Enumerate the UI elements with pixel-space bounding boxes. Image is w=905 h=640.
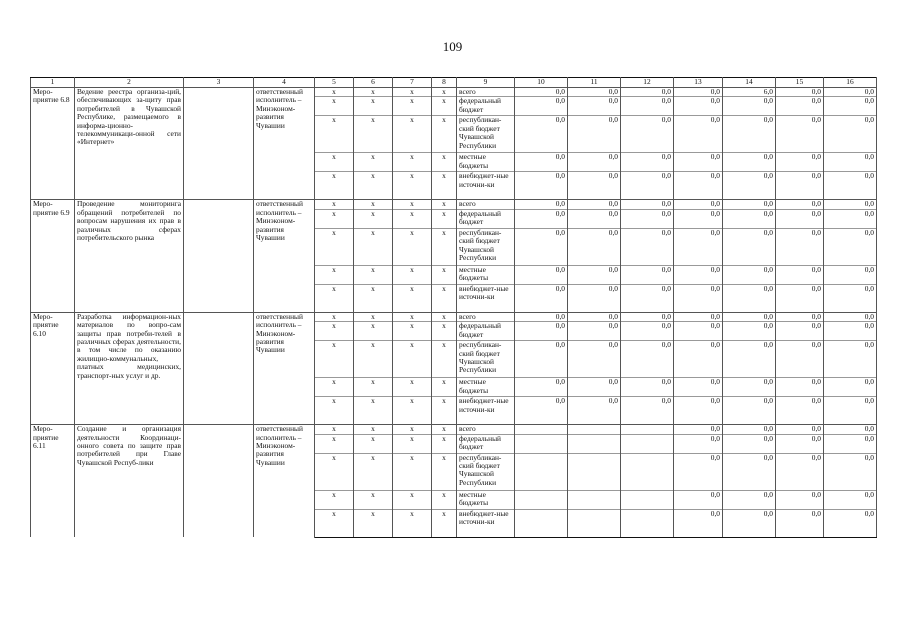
amount-cell: 0,0: [723, 153, 776, 172]
code-cell: x: [432, 284, 457, 312]
amount-cell: 0,0: [674, 425, 723, 434]
funding-source: республикан-ский бюджет Чувашской Республики: [457, 453, 515, 490]
code-cell: x: [315, 116, 354, 153]
code-cell: x: [432, 312, 457, 321]
amount-cell: 0,0: [621, 265, 674, 284]
code-cell: x: [354, 453, 393, 490]
code-cell: x: [393, 209, 432, 228]
amount-cell: 0,0: [824, 228, 877, 265]
amount-cell: 0,0: [723, 425, 776, 434]
code-cell: x: [354, 312, 393, 321]
amount-cell: 0,0: [723, 228, 776, 265]
amount-cell: 0,0: [568, 153, 621, 172]
amount-cell: 0,0: [515, 397, 568, 425]
amount-cell: 0,0: [674, 172, 723, 200]
amount-cell: 0,0: [674, 88, 723, 97]
code-cell: x: [432, 453, 457, 490]
code-cell: x: [393, 341, 432, 378]
amount-cell: [621, 490, 674, 509]
amount-cell: 0,0: [776, 172, 824, 200]
amount-cell: 0,0: [824, 453, 877, 490]
amount-cell: 0,0: [824, 378, 877, 397]
amount-cell: 0,0: [723, 509, 776, 537]
amount-cell: 0,0: [824, 172, 877, 200]
amount-cell: 0,0: [824, 322, 877, 341]
code-cell: x: [354, 209, 393, 228]
amount-cell: 0,0: [621, 228, 674, 265]
amount-cell: 0,0: [674, 200, 723, 209]
amount-cell: 0,0: [824, 97, 877, 116]
amount-cell: [515, 453, 568, 490]
amount-cell: 6,0: [723, 88, 776, 97]
code-cell: x: [354, 88, 393, 97]
executor: ответственный исполнитель – Минэконом-развития Чувашии: [254, 425, 315, 537]
code-cell: x: [315, 453, 354, 490]
code-cell: x: [315, 322, 354, 341]
code-cell: x: [432, 490, 457, 509]
code-cell: x: [354, 341, 393, 378]
table-row: [31, 312, 877, 321]
amount-cell: [515, 490, 568, 509]
amount-cell: 0,0: [776, 265, 824, 284]
amount-cell: 0,0: [621, 322, 674, 341]
code-cell: x: [393, 88, 432, 97]
amount-cell: 0,0: [674, 397, 723, 425]
table-row: [31, 200, 877, 209]
code-cell: x: [393, 453, 432, 490]
amount-cell: 0,0: [674, 97, 723, 116]
amount-cell: 0,0: [674, 490, 723, 509]
column-3-cell: [184, 425, 254, 537]
amount-cell: 0,0: [621, 153, 674, 172]
column-header: 13: [674, 78, 723, 88]
code-cell: x: [432, 209, 457, 228]
code-cell: x: [354, 265, 393, 284]
amount-cell: [515, 434, 568, 453]
page-number: 109: [442, 39, 463, 54]
amount-cell: 0,0: [723, 312, 776, 321]
amount-cell: 0,0: [568, 172, 621, 200]
code-cell: x: [432, 509, 457, 537]
code-cell: x: [393, 116, 432, 153]
amount-cell: 0,0: [776, 378, 824, 397]
amount-cell: 0,0: [723, 200, 776, 209]
code-cell: x: [315, 172, 354, 200]
amount-cell: 0,0: [674, 265, 723, 284]
funding-source: федеральный бюджет: [457, 209, 515, 228]
code-cell: x: [354, 153, 393, 172]
amount-cell: 0,0: [621, 397, 674, 425]
funding-source: республикан-ский бюджет Чувашской Республики: [457, 341, 515, 378]
amount-cell: 0,0: [568, 378, 621, 397]
column-header: 5: [315, 78, 354, 88]
amount-cell: [568, 434, 621, 453]
code-cell: x: [393, 378, 432, 397]
amount-cell: 0,0: [515, 228, 568, 265]
code-cell: x: [432, 434, 457, 453]
code-cell: x: [432, 97, 457, 116]
amount-cell: 0,0: [515, 116, 568, 153]
amount-cell: 0,0: [776, 284, 824, 312]
amount-cell: 0,0: [621, 378, 674, 397]
code-cell: x: [432, 265, 457, 284]
code-cell: x: [315, 88, 354, 97]
amount-cell: 0,0: [674, 284, 723, 312]
amount-cell: 0,0: [723, 265, 776, 284]
amount-cell: 0,0: [824, 312, 877, 321]
amount-cell: [568, 425, 621, 434]
amount-cell: 0,0: [621, 284, 674, 312]
amount-cell: 0,0: [776, 116, 824, 153]
amount-cell: 0,0: [674, 312, 723, 321]
column-header: 6: [354, 78, 393, 88]
code-cell: x: [393, 172, 432, 200]
column-3-cell: [184, 200, 254, 312]
amount-cell: 0,0: [674, 116, 723, 153]
code-cell: x: [393, 509, 432, 537]
code-cell: x: [315, 200, 354, 209]
amount-cell: 0,0: [723, 284, 776, 312]
funding-source: всего: [457, 312, 515, 321]
amount-cell: 0,0: [723, 209, 776, 228]
code-cell: x: [354, 172, 393, 200]
code-cell: x: [354, 97, 393, 116]
amount-cell: 0,0: [723, 397, 776, 425]
table-row: [31, 88, 877, 97]
amount-cell: 0,0: [723, 490, 776, 509]
code-cell: x: [315, 284, 354, 312]
amount-cell: 0,0: [515, 312, 568, 321]
column-header: 1: [31, 78, 75, 88]
amount-cell: 0,0: [621, 209, 674, 228]
amount-cell: 0,0: [824, 284, 877, 312]
amount-cell: 0,0: [515, 284, 568, 312]
amount-cell: 0,0: [674, 341, 723, 378]
amount-cell: 0,0: [621, 116, 674, 153]
amount-cell: 0,0: [568, 265, 621, 284]
amount-cell: 0,0: [776, 341, 824, 378]
amount-cell: 0,0: [674, 228, 723, 265]
amount-cell: 0,0: [824, 116, 877, 153]
code-cell: x: [315, 153, 354, 172]
amount-cell: 0,0: [824, 509, 877, 537]
amount-cell: 0,0: [776, 312, 824, 321]
executor: ответственный исполнитель – Минэконом-развития Чувашии: [254, 312, 315, 424]
code-cell: x: [315, 209, 354, 228]
amount-cell: 0,0: [515, 322, 568, 341]
amount-cell: 0,0: [776, 434, 824, 453]
funding-source: внебюджет-ные источни-ки: [457, 397, 515, 425]
funding-source: внебюджет-ные источни-ки: [457, 172, 515, 200]
code-cell: x: [354, 228, 393, 265]
amount-cell: 0,0: [776, 397, 824, 425]
amount-cell: 0,0: [568, 312, 621, 321]
code-cell: x: [354, 509, 393, 537]
code-cell: x: [354, 322, 393, 341]
code-cell: x: [315, 228, 354, 265]
amount-cell: 0,0: [674, 378, 723, 397]
amount-cell: 0,0: [568, 397, 621, 425]
column-header: 12: [621, 78, 674, 88]
code-cell: x: [315, 509, 354, 537]
activity-description: Создание и организация деятельности Координаци-онного совета по защите прав потребителей при Главе Чувашской Респуб-лики: [75, 425, 184, 537]
amount-cell: 0,0: [824, 200, 877, 209]
amount-cell: 0,0: [515, 200, 568, 209]
amount-cell: 0,0: [723, 322, 776, 341]
funding-source: местные бюджеты: [457, 378, 515, 397]
amount-cell: [568, 509, 621, 537]
code-cell: x: [393, 312, 432, 321]
amount-cell: [621, 509, 674, 537]
amount-cell: 0,0: [568, 209, 621, 228]
amount-cell: 0,0: [824, 490, 877, 509]
amount-cell: 0,0: [515, 341, 568, 378]
amount-cell: 0,0: [674, 434, 723, 453]
column-header: 8: [432, 78, 457, 88]
amount-cell: 0,0: [776, 322, 824, 341]
code-cell: x: [393, 434, 432, 453]
code-cell: x: [432, 153, 457, 172]
amount-cell: 0,0: [776, 509, 824, 537]
code-cell: x: [315, 434, 354, 453]
amount-cell: 0,0: [515, 97, 568, 116]
column-header: 9: [457, 78, 515, 88]
code-cell: x: [393, 265, 432, 284]
activity-description: Ведение реестра организа-ций, обеспечивающих за-щиту прав потребителей в Чувашской Республике, размещаемого в информа-ционно-телекоммуникаци-онной сети «Интернет»: [75, 88, 184, 200]
amount-cell: 0,0: [723, 116, 776, 153]
amount-cell: 0,0: [824, 265, 877, 284]
code-cell: x: [432, 378, 457, 397]
amount-cell: 0,0: [776, 97, 824, 116]
code-cell: x: [354, 284, 393, 312]
activity-label: Меро-приятие 6.9: [31, 200, 75, 312]
code-cell: x: [393, 153, 432, 172]
amount-cell: 0,0: [674, 209, 723, 228]
amount-cell: 0,0: [621, 200, 674, 209]
funding-source: местные бюджеты: [457, 490, 515, 509]
amount-cell: 0,0: [824, 434, 877, 453]
code-cell: x: [432, 116, 457, 153]
funding-source: всего: [457, 425, 515, 434]
column-header: 2: [75, 78, 184, 88]
amount-cell: [568, 490, 621, 509]
activity-description: Проведение мониторинга обращений потребителей по вопросам нарушения их прав в различных сферах потребительского рынка: [75, 200, 184, 312]
code-cell: x: [354, 425, 393, 434]
code-cell: x: [393, 425, 432, 434]
code-cell: x: [432, 200, 457, 209]
funding-source: республикан-ский бюджет Чувашской Республики: [457, 228, 515, 265]
funding-source: внебюджет-ные источни-ки: [457, 284, 515, 312]
amount-cell: [515, 425, 568, 434]
column-header: 10: [515, 78, 568, 88]
amount-cell: 0,0: [723, 378, 776, 397]
code-cell: x: [354, 200, 393, 209]
amount-cell: 0,0: [723, 97, 776, 116]
funding-source: федеральный бюджет: [457, 322, 515, 341]
activity-label: Меро-приятие 6.11: [31, 425, 75, 537]
amount-cell: 0,0: [621, 97, 674, 116]
code-cell: x: [393, 228, 432, 265]
amount-cell: 0,0: [674, 153, 723, 172]
amount-cell: 0,0: [515, 153, 568, 172]
amount-cell: 0,0: [568, 97, 621, 116]
amount-cell: 0,0: [674, 322, 723, 341]
code-cell: x: [354, 434, 393, 453]
amount-cell: 0,0: [515, 265, 568, 284]
column-header: 11: [568, 78, 621, 88]
funding-source: внебюджет-ные источни-ки: [457, 509, 515, 537]
column-header: 14: [723, 78, 776, 88]
code-cell: x: [354, 397, 393, 425]
funding-table: [30, 77, 877, 538]
column-header: 15: [776, 78, 824, 88]
amount-cell: [568, 453, 621, 490]
executor: ответственный исполнитель – Минэконом-развития Чувашии: [254, 88, 315, 200]
funding-source: федеральный бюджет: [457, 97, 515, 116]
funding-source: местные бюджеты: [457, 153, 515, 172]
executor: ответственный исполнитель – Минэконом-развития Чувашии: [254, 200, 315, 312]
funding-source: всего: [457, 88, 515, 97]
activity-description: Разработка информацион-ных материалов по вопро-сам защиты прав потреби-телей в различных сферах деятельности, в том числе по оказанию жилищно-коммунальных, платных медицинских, транспорт-ных услуг и др.: [75, 312, 184, 424]
amount-cell: 0,0: [674, 509, 723, 537]
code-cell: x: [354, 490, 393, 509]
code-cell: x: [315, 265, 354, 284]
amount-cell: 0,0: [568, 88, 621, 97]
code-cell: x: [432, 172, 457, 200]
column-header: 16: [824, 78, 877, 88]
column-3-cell: [184, 88, 254, 200]
amount-cell: 0,0: [824, 341, 877, 378]
amount-cell: 0,0: [824, 425, 877, 434]
column-header: 7: [393, 78, 432, 88]
code-cell: x: [315, 425, 354, 434]
amount-cell: 0,0: [515, 88, 568, 97]
amount-cell: 0,0: [621, 312, 674, 321]
code-cell: x: [393, 284, 432, 312]
funding-source: республикан-ский бюджет Чувашской Республики: [457, 116, 515, 153]
amount-cell: 0,0: [776, 453, 824, 490]
code-cell: x: [315, 341, 354, 378]
code-cell: x: [354, 116, 393, 153]
amount-cell: 0,0: [776, 490, 824, 509]
amount-cell: 0,0: [621, 341, 674, 378]
amount-cell: 0,0: [776, 425, 824, 434]
amount-cell: 0,0: [776, 209, 824, 228]
activity-label: Меро-приятие 6.10: [31, 312, 75, 424]
amount-cell: 0,0: [621, 88, 674, 97]
header-row: [31, 78, 877, 88]
amount-cell: 0,0: [568, 116, 621, 153]
code-cell: x: [393, 490, 432, 509]
amount-cell: 0,0: [776, 153, 824, 172]
amount-cell: 0,0: [723, 172, 776, 200]
amount-cell: 0,0: [723, 453, 776, 490]
amount-cell: 0,0: [776, 228, 824, 265]
funding-source: местные бюджеты: [457, 265, 515, 284]
amount-cell: 0,0: [824, 397, 877, 425]
amount-cell: [621, 434, 674, 453]
code-cell: x: [393, 97, 432, 116]
amount-cell: 0,0: [568, 200, 621, 209]
funding-source: всего: [457, 200, 515, 209]
table-row: [31, 425, 877, 434]
code-cell: x: [432, 425, 457, 434]
code-cell: x: [432, 228, 457, 265]
column-3-cell: [184, 312, 254, 424]
amount-cell: 0,0: [824, 88, 877, 97]
code-cell: x: [315, 312, 354, 321]
code-cell: x: [432, 88, 457, 97]
code-cell: x: [393, 200, 432, 209]
column-header: 3: [184, 78, 254, 88]
amount-cell: 0,0: [568, 341, 621, 378]
code-cell: x: [432, 397, 457, 425]
code-cell: x: [315, 490, 354, 509]
code-cell: x: [393, 397, 432, 425]
amount-cell: 0,0: [723, 341, 776, 378]
amount-cell: 0,0: [568, 228, 621, 265]
amount-cell: 0,0: [568, 284, 621, 312]
code-cell: x: [432, 322, 457, 341]
code-cell: x: [315, 378, 354, 397]
amount-cell: 0,0: [824, 209, 877, 228]
code-cell: x: [393, 322, 432, 341]
amount-cell: 0,0: [776, 200, 824, 209]
code-cell: x: [315, 397, 354, 425]
activity-label: Меро-приятие 6.8: [31, 88, 75, 200]
funding-source: федеральный бюджет: [457, 434, 515, 453]
amount-cell: [621, 425, 674, 434]
amount-cell: 0,0: [515, 378, 568, 397]
code-cell: x: [315, 97, 354, 116]
amount-cell: 0,0: [776, 88, 824, 97]
code-cell: x: [354, 378, 393, 397]
amount-cell: [621, 453, 674, 490]
amount-cell: [515, 509, 568, 537]
column-header: 4: [254, 78, 315, 88]
amount-cell: 0,0: [515, 209, 568, 228]
code-cell: x: [432, 341, 457, 378]
amount-cell: 0,0: [723, 434, 776, 453]
amount-cell: 0,0: [515, 172, 568, 200]
amount-cell: 0,0: [674, 453, 723, 490]
amount-cell: 0,0: [568, 322, 621, 341]
amount-cell: 0,0: [621, 172, 674, 200]
amount-cell: 0,0: [824, 153, 877, 172]
